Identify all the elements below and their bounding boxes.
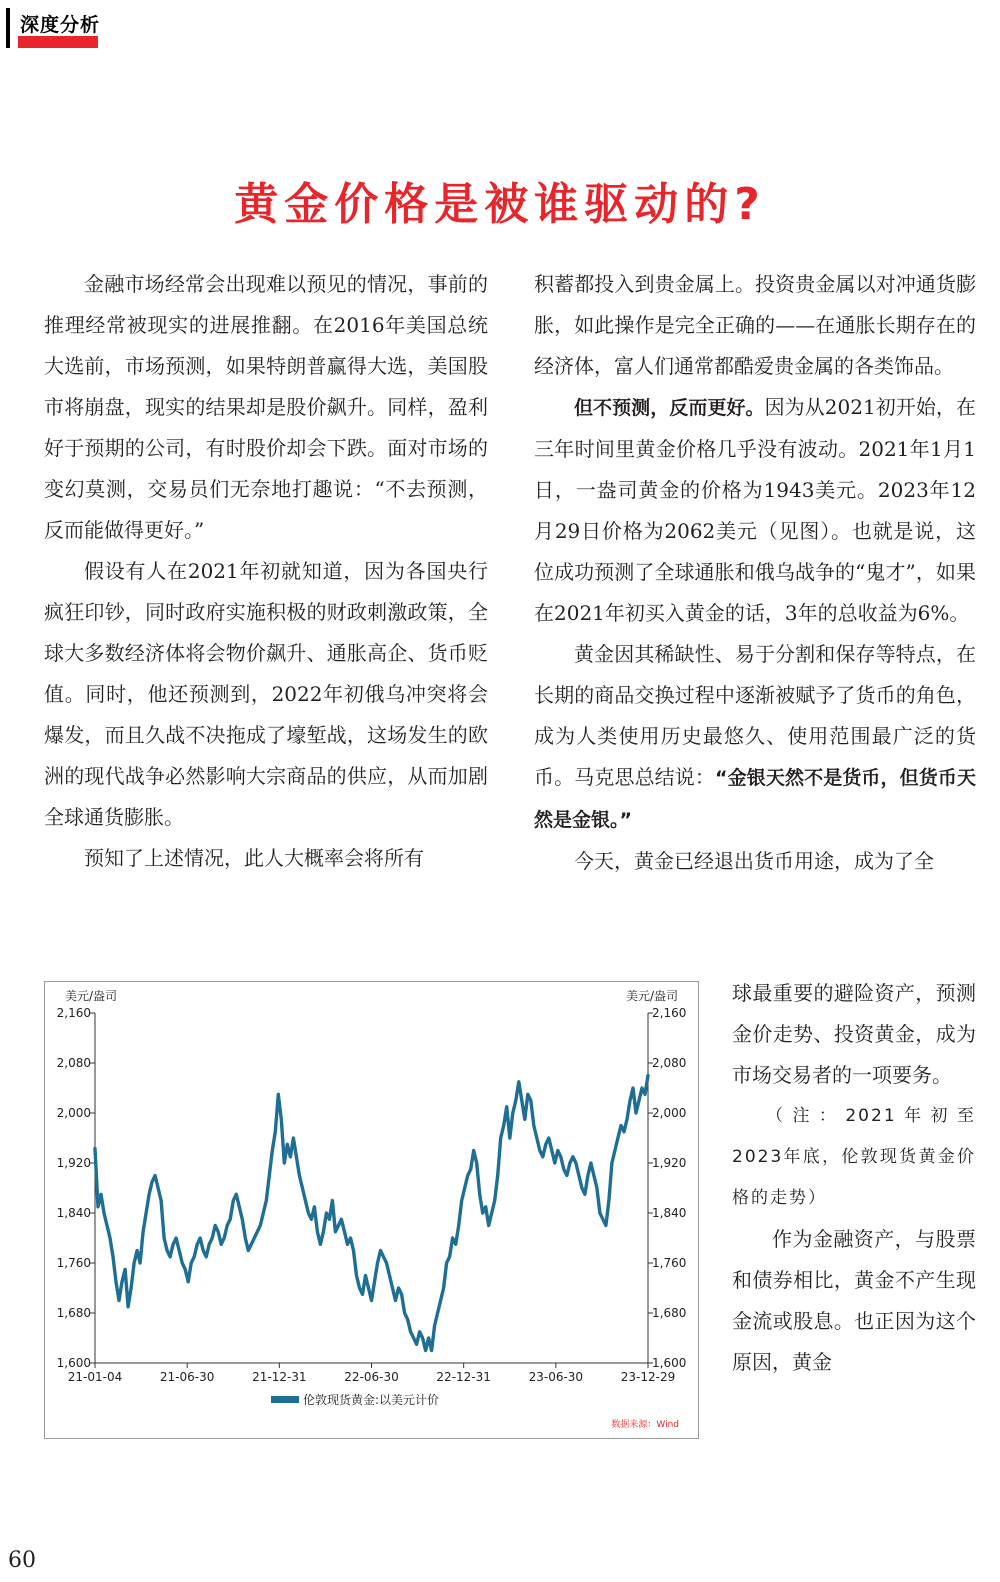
series-line-london-gold [95, 1076, 648, 1351]
y-axis-label-right: 美元/盎司 [625, 989, 678, 1003]
y-tick-label-left: 2,080 [56, 1056, 91, 1070]
y-tick-label-left: 2,160 [56, 1006, 91, 1020]
y-tick-label-right: 1,920 [652, 1156, 687, 1170]
y-tick-label-right: 1,840 [652, 1206, 687, 1220]
paragraph: 作为金融资产，与股票和债券相比，黄金不产生现金流或股息。也正因为这个原因，黄金 [732, 1227, 976, 1374]
y-tick-label-left: 1,680 [56, 1306, 91, 1320]
right-column [534, 264, 976, 882]
y-tick-label-right: 2,080 [652, 1056, 687, 1070]
article-title: 黄金价格是被谁驱动的? [234, 179, 766, 230]
x-tick-label: 22-12-31 [436, 1370, 491, 1384]
y-tick-label-left: 1,920 [56, 1156, 91, 1170]
chart-note: （注：2021年初至2023年底，伦敦现货黄金价格的走势） [732, 1106, 976, 1208]
y-tick-label-right: 2,000 [652, 1106, 687, 1120]
x-tick-label: 21-12-31 [252, 1370, 307, 1384]
x-tick-label: 21-01-04 [67, 1370, 123, 1384]
section-tab-underline [18, 36, 98, 48]
left-column [44, 264, 488, 879]
paragraph: 金融市场经常会出现难以预见的情况，事前的推理经常被现实的进展推翻。在2016年美国总统大选前，市场预测，如果特朗普赢得大选，美国股市将崩盘，现实的结果却是股价飙升。同样，盈利好于预期的公司，有时股价却会下跌。面对市场的变幻莫测，交易员们无奈地打趣说：“不去预测，反而能做得更好。” [44, 272, 488, 542]
y-tick-label-right: 1,760 [652, 1256, 687, 1270]
paragraph [534, 634, 976, 841]
y-tick-label-left: 1,840 [56, 1206, 91, 1220]
y-axis-label-left: 美元/盎司 [65, 989, 118, 1003]
marx-quote: “金银天然不是货币，但货币天然是金银。” [534, 767, 976, 831]
paragraph-continued: 球最重要的避险资产，预测金价走势、投资黄金，成为市场交易者的一项要务。 [732, 981, 976, 1087]
y-tick-label-right: 1,680 [652, 1306, 687, 1320]
bold-lead: 但不预测，反而更好。 [574, 397, 765, 419]
x-tick-label: 22-06-30 [344, 1370, 399, 1384]
legend-swatch [271, 1396, 299, 1403]
x-tick-label: 21-06-30 [159, 1370, 215, 1384]
paragraph: 今天，黄金已经退出货币用途，成为了全 [574, 849, 934, 873]
section-label: 深度分析 [20, 14, 101, 36]
paragraph: 预知了上述情况，此人大概率会将所有 [84, 846, 424, 870]
paragraph-continued: 积蓄都投入到贵金属上。投资贵金属以对冲通货膨胀，如此操作是完全正确的——在通胀长期存在的经济体，富人们通常都酷爱贵金属的各类饰品。 [534, 272, 976, 378]
legend-label: 伦敦现货黄金:以美元计价 [303, 1393, 440, 1407]
x-tick-label: 23-06-30 [528, 1370, 584, 1384]
paragraph [534, 387, 976, 634]
chart-canvas [45, 982, 698, 1438]
paragraph-text: 黄金因其稀缺性、易于分割和保存等特点，在长期的商品交换过程中逐渐被赋予了货币的角色，成为人类使用历史最悠久、使用范围最广泛的货币。马克思总结说： [534, 642, 976, 789]
y-tick-label-left: 1,760 [56, 1256, 91, 1270]
section-tab-bar [6, 8, 10, 48]
page-number: 60 [8, 1548, 36, 1573]
paragraph: 假设有人在2021年初就知道，因为各国央行疯狂印钞，同时政府实施积极的财政刺激政策，全球大多数经济体将会物价飙升、通胀高企、货币贬值。同时，他还预测到，2022年初俄乌冲突将会爆发，而且久战不决拖成了壕堑战，这场发生的欧洲的现代战争必然影响大宗商品的供应，从而加剧全球通货膨胀。 [44, 559, 488, 829]
paragraph-text: 因为从2021初开始，在三年时间里黄金价格几乎没有波动。2021年1月1日，一盎司黄金的价格为1943美元。2023年12月29日价格为2062美元（见图）。也就是说，这位成功预测了全球通胀和俄乌战争的“鬼才”，如果在2021年初买入黄金的话，3年的总收益为6%。 [534, 395, 976, 625]
y-tick-label-right: 2,160 [652, 1006, 687, 1020]
gold-price-chart [44, 981, 699, 1439]
y-tick-label-right: 1,600 [652, 1356, 687, 1370]
chart-source: 数据来源：Wind [611, 1420, 679, 1430]
y-tick-label-left: 1,600 [56, 1356, 91, 1370]
x-tick-label: 23-12-29 [620, 1370, 676, 1384]
y-tick-label-left: 2,000 [56, 1106, 91, 1120]
side-column [732, 973, 976, 1383]
